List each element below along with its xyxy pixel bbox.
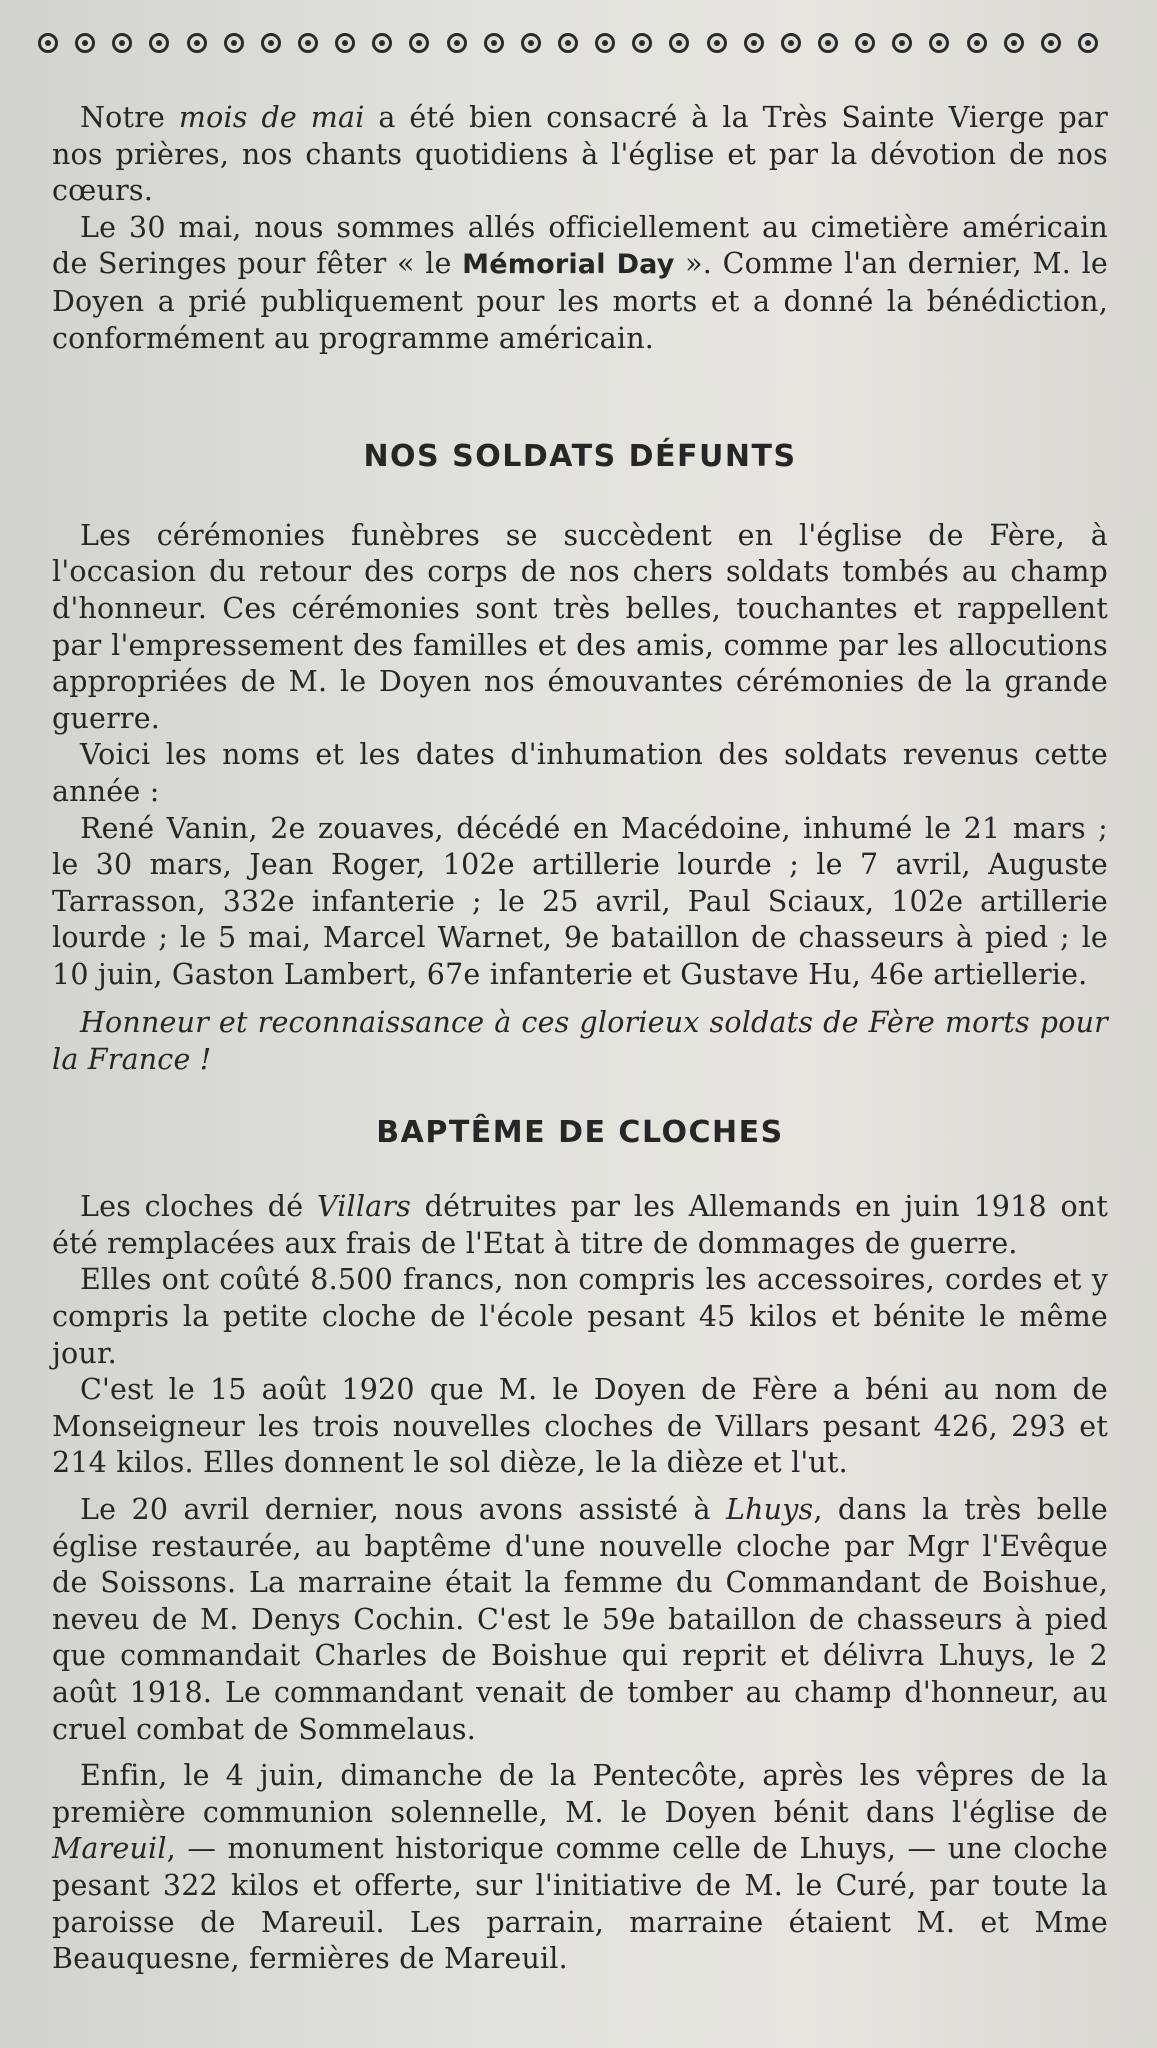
ornament-circle: [38, 33, 58, 53]
text-run: Les cloches dé: [80, 1190, 317, 1224]
text-run: Le 30 mai, nous sommes allés officiellement au cimetière américain de Seringes pour fêter « le: [52, 210, 1108, 281]
paragraph-liste-intro: Voici les noms et les dates d'inhumation des soldats revenus cette année :: [52, 738, 1108, 808]
ornament-circle: [632, 33, 652, 53]
ornament-circle: [484, 33, 504, 53]
ornament-circle: [1078, 33, 1098, 53]
paragraph-ceremonies: Les cérémonies funèbres se succèdent en l'église de Fère, à l'occasion du retour des corps de nos chers soldats tombés au champ d'honneur. Ces cérémonies sont très belles, touchantes et rappellent par l'empressement des familles et des amis, comme par les allocutions appropriées de M. le Doyen nos émouvantes cérémonies de la grande guerre.: [52, 518, 1108, 735]
emphasis-mois-de-mai: mois de mai: [178, 101, 365, 134]
text-run: Le 20 avril dernier, nous avons assisté à: [80, 1493, 726, 1526]
paragraph-liste-soldats: René Vanin, 2e zouaves, décédé en Macédoine, inhumé le 21 mars ; le 30 mars, Jean Roger, 102e artillerie lourde ; le 7 avril, Auguste Tarrasson, 332e infanterie ; le 25 avril, Paul Sciaux, 102e artillerie lourde ; le 5 mai, Marcel Warnet, 9e bataillon de chasseurs à pied ; le 10 juin, Gaston Lambert, 67e infanterie et Gustave Hu, 46e artiellerie.: [52, 811, 1108, 991]
emphasis-villars: Villars: [316, 1190, 412, 1224]
ornament-circle: [261, 33, 281, 53]
ornament-circle: [744, 33, 764, 53]
text-run: Notre: [80, 101, 179, 134]
ornament-circle: [75, 33, 95, 53]
strong-memorial-day: Mémorial Day: [462, 249, 675, 281]
emphasis-mareuil: Mareuil: [52, 1832, 167, 1866]
ornament-circle: [447, 33, 467, 53]
text-run: détruites par les Allemands en juin 1918 ont été remplacées aux frais de l'Etat à titre de dommages de guerre.: [52, 1190, 1109, 1260]
text-run: Enfin, le 4 juin, dimanche de la Pentecôte, après les vêpres de la première communion solennelle, M. le Doyen bénit dans l'église de: [52, 1759, 1108, 1829]
ornament-circle: [335, 33, 355, 53]
emphasis-lhuys: Lhuys: [725, 1493, 814, 1526]
ornament-circle: [521, 33, 541, 53]
ornament-border: [38, 28, 1098, 58]
ornament-circle: [967, 33, 987, 53]
ornament-circle: [595, 33, 615, 53]
ornament-circle: [1041, 33, 1061, 53]
text-run: a été bien consacré à la Très Sainte Vierge par nos prières, nos chants quotidiens à l'église et par la dévotion de nos cœurs.: [52, 101, 1108, 208]
ornament-circle: [781, 33, 801, 53]
ornament-circle: [929, 33, 949, 53]
ornament-circle: [224, 33, 244, 53]
paragraph-cloches-villars: [52, 1189, 1108, 1262]
ornament-circle: [558, 33, 578, 53]
ornament-circle: [372, 33, 392, 53]
heading-bapteme-de-cloches: BAPTÊME DE CLOCHES: [376, 1114, 784, 1150]
article-body: [52, 100, 1108, 1978]
ornament-circle: [187, 33, 207, 53]
ornament-circle: [669, 33, 689, 53]
paragraph-mois-de-mai: [52, 100, 1108, 210]
ornament-circle: [818, 33, 838, 53]
ornament-circle: [707, 33, 727, 53]
paragraph-honneur: Honneur et reconnaissance à ces glorieux soldats de Fère morts pour la France !: [52, 1006, 1108, 1077]
paragraph-cout: Elles ont coûté 8.500 francs, non compris les accessoires, cordes et y compris la petite cloche de l'école pesant 45 kilos et bénite le même jour.: [52, 1263, 1108, 1370]
text-run: , dans la très belle église restaurée, au baptême d'une nouvelle cloche par Mgr l'Evêque de Soissons. La marraine était la femme du Commandant de Boishue, neveu de M. Denys Cochin. C'est le 59e bataillon de chasseurs à pied que commandait Charles de Boishue qui reprit et délivra Lhuys, le 2 août 1918. Le commandant venait de tomber au champ d'honneur, au cruel combat de Sommelaus.: [52, 1493, 1108, 1746]
ornament-circle: [1004, 33, 1024, 53]
ornament-circle: [892, 33, 912, 53]
text-run: , — monument historique comme celle de Lhuys, — une cloche pesant 322 kilos et offerte, sur l'initiative de M. le Curé, par toute la paroisse de Mareuil. Les parrain, marraine étaient M. et Mme Beauquesne, fermières de Mareuil.: [52, 1832, 1108, 1976]
ornament-circle: [855, 33, 875, 53]
ornament-circle: [149, 33, 169, 53]
paragraph-mareuil: [52, 1758, 1108, 1978]
ornament-circle: [298, 33, 318, 53]
paragraph-lhuys: [52, 1492, 1108, 1748]
ornament-circle: [112, 33, 132, 53]
paragraph-benediction: C'est le 15 août 1920 que M. le Doyen de Fère a béni au nom de Monseigneur les trois nouvelles cloches de Villars pesant 426, 293 et 214 kilos. Elles donnent le sol dièze, le la dièze et l'ut.: [52, 1373, 1108, 1480]
heading-nos-soldats-defunts: NOS SOLDATS DÉFUNTS: [363, 439, 797, 475]
paragraph-memorial-day: [52, 210, 1108, 357]
ornament-circle: [409, 33, 429, 53]
text-run: ». Comme l'an dernier, M. le Doyen a prié publiquement pour les morts et a donné la bénédiction, conformément au programme américain.: [52, 247, 1108, 355]
